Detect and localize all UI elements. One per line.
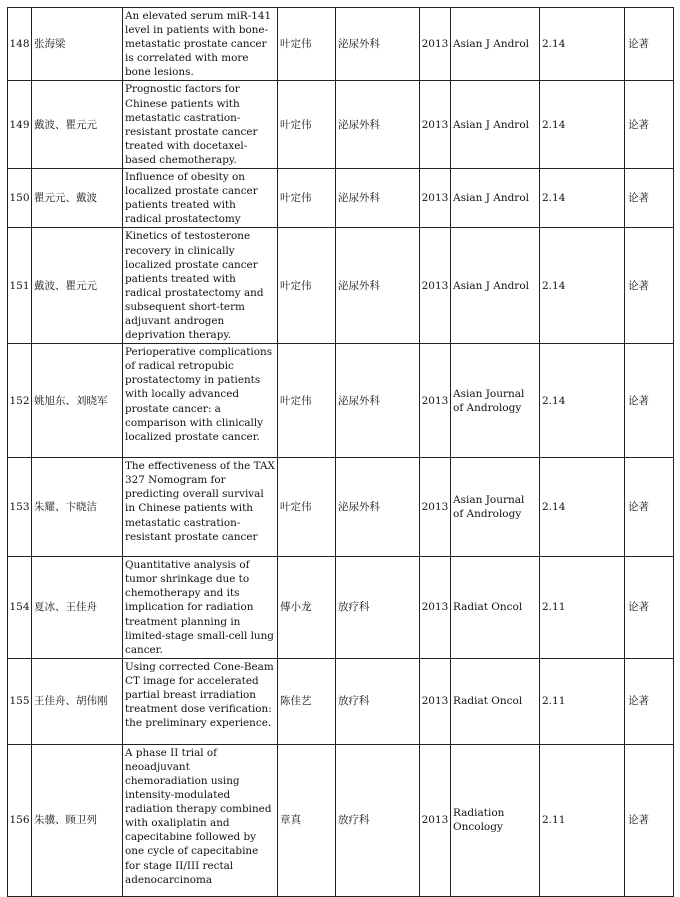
impact-factor-cell: 2.14 bbox=[540, 458, 625, 557]
title-cell: A phase II trial of neoadjuvant chemoradiation using intensity-modulated radiation therapy combined with oxaliplatin and capecitabine followed by one cycle of capecitabine for stage II/III rectal adenocarcinoma bbox=[123, 744, 278, 896]
category-cell: 论著 bbox=[625, 8, 674, 81]
department-cell: 放疗科 bbox=[336, 658, 420, 744]
category-cell: 论著 bbox=[625, 344, 674, 458]
impact-factor-cell: 2.14 bbox=[540, 344, 625, 458]
journal-cell: Asian J Androl bbox=[451, 81, 540, 169]
year-cell: 2013 bbox=[420, 8, 451, 81]
year-cell: 2013 bbox=[420, 557, 451, 659]
title-cell: Kinetics of testosterone recovery in clinically localized prostate cancer patients treated with radical prostatectomy and subsequent short-term adjuvant androgen deprivation therapy. bbox=[123, 228, 278, 344]
journal-cell: Asian Journal of Andrology bbox=[451, 458, 540, 557]
table-body bbox=[8, 8, 674, 897]
category-cell: 论著 bbox=[625, 228, 674, 344]
year-cell: 2013 bbox=[420, 658, 451, 744]
table-row bbox=[8, 228, 674, 344]
table-row bbox=[8, 744, 674, 896]
supervisor-cell: 叶定伟 bbox=[278, 344, 336, 458]
year-cell: 2013 bbox=[420, 228, 451, 344]
supervisor-cell: 叶定伟 bbox=[278, 228, 336, 344]
title-cell: The effectiveness of the TAX 327 Nomogram for predicting overall survival in Chinese patients with metastatic castration-resistant prostate cancer bbox=[123, 458, 278, 557]
department-cell: 泌尿外科 bbox=[336, 81, 420, 169]
category-cell: 论著 bbox=[625, 557, 674, 659]
title-cell: Using corrected Cone-Beam CT image for accelerated partial breast irradiation treatment dose verification: the preliminary experience. bbox=[123, 658, 278, 744]
row-number: 156 bbox=[8, 744, 32, 896]
authors-cell: 瞿元元、戴波 bbox=[32, 169, 123, 228]
authors-cell: 张海梁 bbox=[32, 8, 123, 81]
supervisor-cell: 陈佳艺 bbox=[278, 658, 336, 744]
table-row bbox=[8, 8, 674, 81]
journal-cell: Asian J Androl bbox=[451, 228, 540, 344]
authors-cell: 王佳舟、胡伟刚 bbox=[32, 658, 123, 744]
journal-cell: Asian Journal of Andrology bbox=[451, 344, 540, 458]
row-number: 153 bbox=[8, 458, 32, 557]
table-row bbox=[8, 344, 674, 458]
department-cell: 放疗科 bbox=[336, 744, 420, 896]
category-cell: 论著 bbox=[625, 744, 674, 896]
title-cell: Quantitative analysis of tumor shrinkage due to chemotherapy and its implication for radiation treatment planning in limited-stage small-cell lung cancer. bbox=[123, 557, 278, 659]
category-cell: 论著 bbox=[625, 458, 674, 557]
row-number: 152 bbox=[8, 344, 32, 458]
supervisor-cell: 叶定伟 bbox=[278, 8, 336, 81]
impact-factor-cell: 2.14 bbox=[540, 169, 625, 228]
category-cell: 论著 bbox=[625, 169, 674, 228]
impact-factor-cell: 2.14 bbox=[540, 81, 625, 169]
department-cell: 泌尿外科 bbox=[336, 8, 420, 81]
category-cell: 论著 bbox=[625, 81, 674, 169]
title-cell: Influence of obesity on localized prostate cancer patients treated with radical prostatectomy bbox=[123, 169, 278, 228]
row-number: 151 bbox=[8, 228, 32, 344]
impact-factor-cell: 2.11 bbox=[540, 557, 625, 659]
department-cell: 泌尿外科 bbox=[336, 169, 420, 228]
authors-cell: 姚旭东、刘晓军 bbox=[32, 344, 123, 458]
impact-factor-cell: 2.14 bbox=[540, 8, 625, 81]
impact-factor-cell: 2.11 bbox=[540, 658, 625, 744]
year-cell: 2013 bbox=[420, 169, 451, 228]
table-row bbox=[8, 458, 674, 557]
publication-table bbox=[7, 7, 674, 897]
authors-cell: 戴波、瞿元元 bbox=[32, 228, 123, 344]
table-row bbox=[8, 658, 674, 744]
year-cell: 2013 bbox=[420, 458, 451, 557]
impact-factor-cell: 2.11 bbox=[540, 744, 625, 896]
supervisor-cell: 章真 bbox=[278, 744, 336, 896]
category-cell: 论著 bbox=[625, 658, 674, 744]
authors-cell: 朱耀、卞晓洁 bbox=[32, 458, 123, 557]
row-number: 155 bbox=[8, 658, 32, 744]
supervisor-cell: 叶定伟 bbox=[278, 458, 336, 557]
year-cell: 2013 bbox=[420, 744, 451, 896]
title-cell: Perioperative complications of radical retropubic prostatectomy in patients with locally advanced prostate cancer: a comparison with clinically localized prostate cancer. bbox=[123, 344, 278, 458]
impact-factor-cell: 2.14 bbox=[540, 228, 625, 344]
table-row bbox=[8, 557, 674, 659]
supervisor-cell: 叶定伟 bbox=[278, 81, 336, 169]
authors-cell: 朱骥、顾卫列 bbox=[32, 744, 123, 896]
row-number: 150 bbox=[8, 169, 32, 228]
row-number: 154 bbox=[8, 557, 32, 659]
journal-cell: Radiat Oncol bbox=[451, 557, 540, 659]
supervisor-cell: 叶定伟 bbox=[278, 169, 336, 228]
row-number: 149 bbox=[8, 81, 32, 169]
journal-cell: Radiat Oncol bbox=[451, 658, 540, 744]
table-row bbox=[8, 81, 674, 169]
year-cell: 2013 bbox=[420, 344, 451, 458]
title-cell: Prognostic factors for Chinese patients with metastatic castration-resistant prostate cancer treated with docetaxel-based chemotherapy. bbox=[123, 81, 278, 169]
title-cell: An elevated serum miR-141 level in patients with bone-metastatic prostate cancer is correlated with more bone lesions. bbox=[123, 8, 278, 81]
authors-cell: 夏冰、王佳舟 bbox=[32, 557, 123, 659]
department-cell: 泌尿外科 bbox=[336, 344, 420, 458]
department-cell: 泌尿外科 bbox=[336, 228, 420, 344]
journal-cell: Radiation Oncology bbox=[451, 744, 540, 896]
journal-cell: Asian J Androl bbox=[451, 8, 540, 81]
supervisor-cell: 傅小龙 bbox=[278, 557, 336, 659]
row-number: 148 bbox=[8, 8, 32, 81]
department-cell: 泌尿外科 bbox=[336, 458, 420, 557]
journal-cell: Asian J Androl bbox=[451, 169, 540, 228]
table-row bbox=[8, 169, 674, 228]
authors-cell: 戴波、瞿元元 bbox=[32, 81, 123, 169]
year-cell: 2013 bbox=[420, 81, 451, 169]
department-cell: 放疗科 bbox=[336, 557, 420, 659]
